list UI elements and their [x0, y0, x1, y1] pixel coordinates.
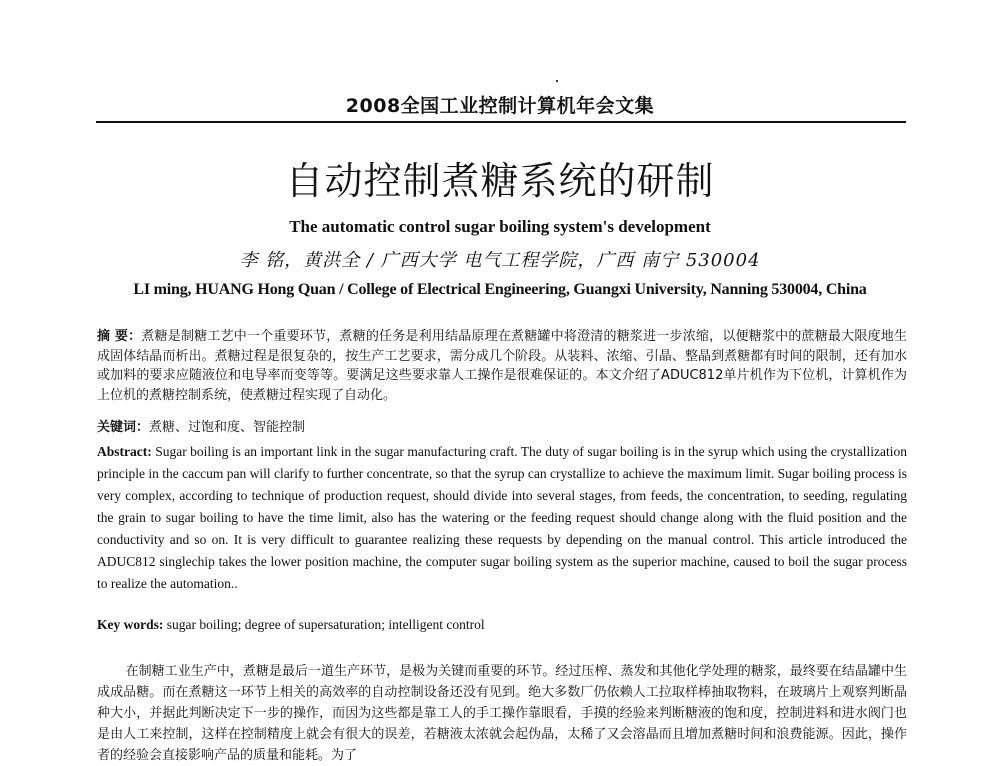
paper-title-en: The automatic control sugar boiling system's development	[289, 217, 711, 236]
authors-en: LI ming, HUANG Hong Quan / College of Electrical Engineering, Guangxi University, Nanning 530004, China	[133, 281, 867, 298]
introduction-paragraph: 在制糖工业生产中，煮糖是最后一道生产环节，是极为关键而重要的环节。经过压榨、蒸发和其他化学处理的糖浆，最终要在结晶罐中生成成品糖。而在煮糖这一环节上相关的高效率的自动控制设备还没有见到。绝大多数厂仍依赖人工拉取样棒抽取物料，在玻璃片上观察判断晶种大小，并据此判断决定下一步的操作，而因为这些都是靠工人的手工操作靠眼看，手摸的经验来判断糖液的饱和度，控制进料和进水阀门也是由人工来控制，这样在控制精度上就会有很大的误差，若糖液太浓就会起伪晶，太稀了又会溶晶而且增加煮糖时间和浪费能源。因此，操作者的经验会直接影响产品的质量和能耗。为了	[97, 664, 907, 763]
abstract-en-label: Abstract:	[97, 444, 152, 459]
abstract-en-text: Sugar boiling is an important link in the sugar manufacturing craft. The duty of sugar boiling is in the syrup which using the crystallization principle in the caccum pan will clarify to further concentrate, so that the syrup can crystallize to achieve the maximum limit. Sugar boiling process is very complex, according to technique of production request, should divide into several stages, from feeds, the concentration, to seeding, regulating the grain to sugar boiling to have the time limit, also has the watering or the feeding request should change along with the fluid position and the conductivity and so on. It is very difficult to guarantee realizing these requests by depending on the manual control. This article introduced the ADUC812 singlechip takes the lower position machine, the computer sugar boiling system as the superior machine, caused to boil the sugar process to realize the automation..	[97, 444, 908, 591]
keywords-en-label: Key words:	[97, 617, 164, 632]
abstract-cn-text: 煮糖是制糖工艺中一个重要环节，煮糖的任务是利用结晶原理在煮糖罐中将澄清的糖浆进一步浓缩，以便糖浆中的蔗糖最大限度地生成固体结晶而析出。煮糖过程是很复杂的，按生产工艺要求，需分成几个阶段。从装料、浓缩、引晶、整晶到煮糖都有时间的限制，还有加水或加料的要求应随液位和电导率而变等等。要满足这些要求靠人工操作是很难保证的。本文介绍了ADUC812单片机作为下位机，计算机作为上位机的煮糖控制系统，使煮糖过程实现了自动化。	[97, 329, 907, 403]
abstract-cn	[97, 327, 907, 405]
keywords-en	[97, 617, 907, 633]
keywords-cn	[97, 418, 907, 438]
keywords-cn-text: 煮糖、过饱和度、智能控制	[149, 420, 306, 435]
keywords-cn-label: 关键词：	[97, 420, 150, 435]
keywords-en-text: sugar boiling; degree of supersaturation; intelligent control	[166, 617, 485, 632]
header-rule	[96, 121, 906, 123]
paper-title-cn: 自动控制煮糖系统的研制	[285, 159, 715, 203]
authors-cn: 李 铭，黄洪全 / 广西大学 电气工程学院，广西 南宁 530004	[239, 250, 761, 271]
abstract-cn-label: 摘 要：	[97, 329, 142, 344]
scan-mark	[556, 80, 558, 82]
abstract-en	[97, 441, 907, 595]
proceedings-header: 2008全国工业控制计算机年会文集	[345, 95, 655, 117]
